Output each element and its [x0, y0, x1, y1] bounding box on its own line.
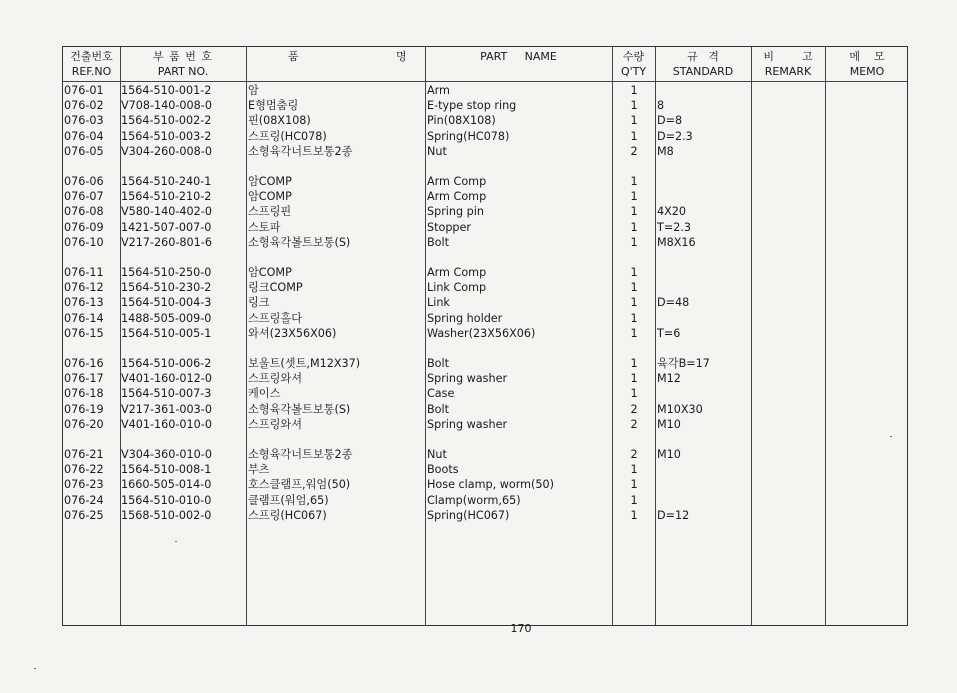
ref-no-cell: 076-01 — [64, 83, 104, 97]
name-kr-cell: 스프링(HC067) — [248, 509, 327, 523]
name-kr-cell: 링크COMP — [248, 280, 303, 294]
table-row — [63, 98, 907, 113]
part-no-cell: V401-160-010-0 — [121, 418, 212, 432]
header-ref-no — [63, 47, 120, 81]
ref-no-cell: 076-08 — [64, 205, 104, 219]
standard-cell: M12 — [657, 371, 681, 385]
part-no-cell: 1564-510-003-2 — [121, 129, 212, 143]
standard-cell: 육각B=17 — [657, 356, 710, 370]
part-name-cell: Spring holder — [427, 311, 503, 325]
part-no-cell: 1568-510-002-0 — [121, 509, 212, 523]
name-kr-cell: 소형육각너트보통2종 — [248, 447, 353, 461]
table-row — [63, 326, 907, 341]
table-row — [63, 311, 907, 326]
ref-no-cell: 076-11 — [64, 265, 104, 279]
qty-cell: 1 — [630, 236, 638, 250]
qty-cell: 1 — [630, 265, 638, 279]
part-name-cell: Boots — [427, 462, 459, 476]
name-kr-cell: 호스클램프,워엄(50) — [248, 478, 351, 492]
standard-cell: D=8 — [657, 114, 683, 128]
ref-no-cell: 076-13 — [64, 296, 104, 310]
part-no-cell: 1564-510-001-2 — [121, 83, 212, 97]
header-name-kr-2: 명 — [396, 50, 407, 63]
qty-cell: 1 — [630, 114, 638, 128]
page-number: 170 — [510, 622, 532, 635]
qty-cell: 1 — [630, 98, 638, 112]
part-name-cell: Case — [427, 387, 455, 401]
qty-cell: 1 — [630, 174, 638, 188]
part-name-cell: Arm — [427, 83, 450, 97]
ref-no-cell: 076-05 — [64, 145, 104, 159]
parts-list-table — [62, 46, 908, 626]
qty-cell: 1 — [630, 356, 638, 370]
table-row — [63, 356, 907, 371]
header-name-kr-1: 품 — [288, 50, 299, 63]
part-no-cell: V708-140-008-0 — [121, 98, 212, 112]
part-name-cell: Pin(08X108) — [427, 114, 496, 128]
qty-cell: 1 — [630, 311, 638, 325]
table-row — [63, 386, 907, 401]
name-kr-cell: 소형육각볼트보통(S) — [248, 402, 351, 416]
header-qty — [612, 47, 655, 81]
header-remark — [751, 47, 825, 81]
part-name-cell: Bolt — [427, 402, 450, 416]
qty-cell: 1 — [630, 509, 638, 523]
ref-no-cell: 076-02 — [64, 98, 104, 112]
qty-cell: 1 — [630, 462, 638, 476]
part-no-cell: 1564-510-210-2 — [121, 189, 212, 203]
table-row — [63, 113, 907, 128]
qty-cell: 1 — [630, 189, 638, 203]
part-no-cell: 1564-510-008-1 — [121, 462, 212, 476]
part-name-cell: Bolt — [427, 236, 450, 250]
qty-cell: 2 — [630, 418, 638, 432]
header-standard — [655, 47, 751, 81]
header-part-no-kr: 부 품 번 호 — [153, 50, 213, 63]
ref-no-cell: 076-25 — [64, 509, 104, 523]
scan-speck — [175, 541, 177, 542]
qty-cell: 2 — [630, 447, 638, 461]
standard-cell: M8 — [657, 145, 674, 159]
part-no-cell: V304-260-008-0 — [121, 145, 212, 159]
part-no-cell: 1421-507-007-0 — [121, 220, 212, 234]
qty-cell: 1 — [630, 205, 638, 219]
standard-cell: M8X16 — [657, 236, 696, 250]
header-memo-kr: 메 모 — [849, 50, 885, 63]
scan-speck — [890, 436, 892, 437]
part-no-cell: V217-361-003-0 — [121, 402, 212, 416]
ref-no-cell: 076-03 — [64, 114, 104, 128]
standard-cell: D=12 — [657, 509, 690, 523]
ref-no-cell: 076-04 — [64, 129, 104, 143]
name-kr-cell: 암 — [248, 83, 259, 97]
part-name-cell: Nut — [427, 447, 447, 461]
table-row — [63, 447, 907, 462]
header-standard-en: STANDARD — [672, 65, 734, 78]
name-kr-cell: 스프링와셔 — [248, 371, 303, 385]
name-kr-cell: 스프링와셔 — [248, 418, 303, 432]
table-row — [63, 144, 907, 159]
part-name-cell: Spring pin — [427, 205, 484, 219]
ref-no-cell: 076-21 — [64, 447, 104, 461]
ref-no-cell: 076-10 — [64, 236, 104, 250]
standard-cell: M10X30 — [657, 402, 703, 416]
part-no-cell: 1564-510-004-3 — [121, 296, 212, 310]
qty-cell: 1 — [630, 129, 638, 143]
standard-cell: M10 — [657, 418, 681, 432]
table-row — [63, 174, 907, 189]
header-ref-no-kr: 건출번호 — [70, 50, 113, 63]
qty-cell: 1 — [630, 83, 638, 97]
part-no-cell: 1660-505-014-0 — [121, 478, 212, 492]
table-row — [63, 402, 907, 417]
ref-no-cell: 076-15 — [64, 327, 104, 341]
part-name-cell: Washer(23X56X06) — [427, 327, 536, 341]
part-name-cell: Arm Comp — [427, 174, 487, 188]
name-kr-cell: 스프링핀 — [248, 205, 292, 219]
table-row — [63, 83, 907, 98]
table-row — [63, 493, 907, 508]
header-memo-en: MEMO — [849, 65, 885, 78]
standard-cell: D=2.3 — [657, 129, 693, 143]
table-row — [63, 204, 907, 219]
part-no-cell: 1564-510-006-2 — [121, 356, 212, 370]
table-row — [63, 295, 907, 310]
part-name-cell: Spring(HC078) — [427, 129, 510, 143]
part-name-cell: Spring washer — [427, 371, 508, 385]
part-name-cell: Spring washer — [427, 418, 508, 432]
table-row — [63, 265, 907, 280]
part-no-cell: 1564-510-007-3 — [121, 387, 212, 401]
part-no-cell: 1564-510-240-1 — [121, 174, 212, 188]
table-row — [63, 508, 907, 523]
part-no-cell: 1564-510-010-0 — [121, 493, 212, 507]
ref-no-cell: 076-06 — [64, 174, 104, 188]
name-kr-cell: 스프링(HC078) — [248, 129, 327, 143]
header-part-name — [425, 47, 612, 81]
header-part-name-en: PART NAME — [480, 50, 557, 63]
header-qty-kr: 수량 — [622, 50, 645, 63]
table-row — [63, 189, 907, 204]
ref-no-cell: 076-09 — [64, 220, 104, 234]
name-kr-cell: 소형육각너트보통2종 — [248, 145, 353, 159]
ref-no-cell: 076-14 — [64, 311, 104, 325]
part-name-cell: Bolt — [427, 356, 450, 370]
name-kr-cell: 부츠 — [248, 462, 270, 476]
name-kr-cell: 소형육각볼트보통(S) — [248, 236, 351, 250]
part-name-cell: Nut — [427, 145, 447, 159]
qty-cell: 1 — [630, 478, 638, 492]
qty-cell: 2 — [630, 402, 638, 416]
standard-cell: 8 — [657, 98, 665, 112]
standard-cell: T=2.3 — [657, 220, 691, 234]
qty-cell: 1 — [630, 371, 638, 385]
part-no-cell: V217-260-801-6 — [121, 236, 212, 250]
header-memo — [825, 47, 909, 81]
ref-no-cell: 076-07 — [64, 189, 104, 203]
qty-cell: 1 — [630, 296, 638, 310]
table-row — [63, 371, 907, 386]
part-name-cell: Arm Comp — [427, 265, 487, 279]
ref-no-cell: 076-12 — [64, 280, 104, 294]
name-kr-cell: 케이스 — [248, 387, 281, 401]
header-remark-en: REMARK — [764, 65, 812, 78]
qty-cell: 1 — [630, 387, 638, 401]
qty-cell: 1 — [630, 493, 638, 507]
part-name-cell: Arm Comp — [427, 189, 487, 203]
name-kr-cell: 보울트(셋트,M12X37) — [248, 356, 361, 370]
table-row — [63, 477, 907, 492]
name-kr-cell: 암COMP — [248, 265, 292, 279]
ref-no-cell: 076-18 — [64, 387, 104, 401]
table-row — [63, 235, 907, 250]
name-kr-cell: 링크 — [248, 296, 270, 310]
qty-cell: 1 — [630, 220, 638, 234]
table-row — [63, 462, 907, 477]
ref-no-cell: 076-22 — [64, 462, 104, 476]
ref-no-cell: 076-19 — [64, 402, 104, 416]
ref-no-cell: 076-16 — [64, 356, 104, 370]
part-no-cell: V401-160-012-0 — [121, 371, 212, 385]
scan-speck — [34, 668, 36, 669]
part-no-cell: 1564-510-250-0 — [121, 265, 212, 279]
name-kr-cell: 암COMP — [248, 174, 292, 188]
part-no-cell: 1488-505-009-0 — [121, 311, 212, 325]
header-name-kr — [246, 47, 425, 81]
table-row — [63, 129, 907, 144]
qty-cell: 1 — [630, 280, 638, 294]
header-part-no — [120, 47, 246, 81]
ref-no-cell: 076-24 — [64, 493, 104, 507]
table-row — [63, 220, 907, 235]
qty-cell: 2 — [630, 145, 638, 159]
name-kr-cell: 와셔(23X56X06) — [248, 327, 337, 341]
name-kr-cell: 암COMP — [248, 189, 292, 203]
part-name-cell: Spring(HC067) — [427, 509, 510, 523]
standard-cell: M10 — [657, 447, 681, 461]
name-kr-cell: 핀(08X108) — [248, 114, 311, 128]
part-name-cell: Stopper — [427, 220, 472, 234]
part-name-cell: Clamp(worm,65) — [427, 493, 521, 507]
part-no-cell: 1564-510-002-2 — [121, 114, 212, 128]
header-ref-no-en: REF.NO — [71, 65, 112, 78]
name-kr-cell: 스프링홀다 — [248, 311, 303, 325]
part-no-cell: V304-360-010-0 — [121, 447, 212, 461]
name-kr-cell: E형멈춤링 — [248, 98, 299, 112]
part-name-cell: E-type stop ring — [427, 98, 517, 112]
ref-no-cell: 076-20 — [64, 418, 104, 432]
table-row — [63, 417, 907, 432]
qty-cell: 1 — [630, 327, 638, 341]
part-name-cell: Link Comp — [427, 280, 487, 294]
header-remark-kr: 비 고 — [763, 50, 813, 63]
name-kr-cell: 스토파 — [248, 220, 281, 234]
standard-cell: D=48 — [657, 296, 690, 310]
part-name-cell: Hose clamp, worm(50) — [427, 478, 555, 492]
header-qty-en: Q'TY — [620, 65, 647, 78]
part-no-cell: V580-140-402-0 — [121, 205, 212, 219]
part-no-cell: 1564-510-005-1 — [121, 327, 212, 341]
header-part-no-en: PART NO. — [157, 65, 209, 78]
part-no-cell: 1564-510-230-2 — [121, 280, 212, 294]
part-name-cell: Link — [427, 296, 450, 310]
ref-no-cell: 076-23 — [64, 478, 104, 492]
header-standard-kr: 규 격 — [687, 50, 719, 63]
standard-cell: T=6 — [657, 327, 681, 341]
table-row — [63, 280, 907, 295]
standard-cell: 4X20 — [657, 205, 687, 219]
name-kr-cell: 클램프(워엄,65) — [248, 493, 329, 507]
ref-no-cell: 076-17 — [64, 371, 104, 385]
